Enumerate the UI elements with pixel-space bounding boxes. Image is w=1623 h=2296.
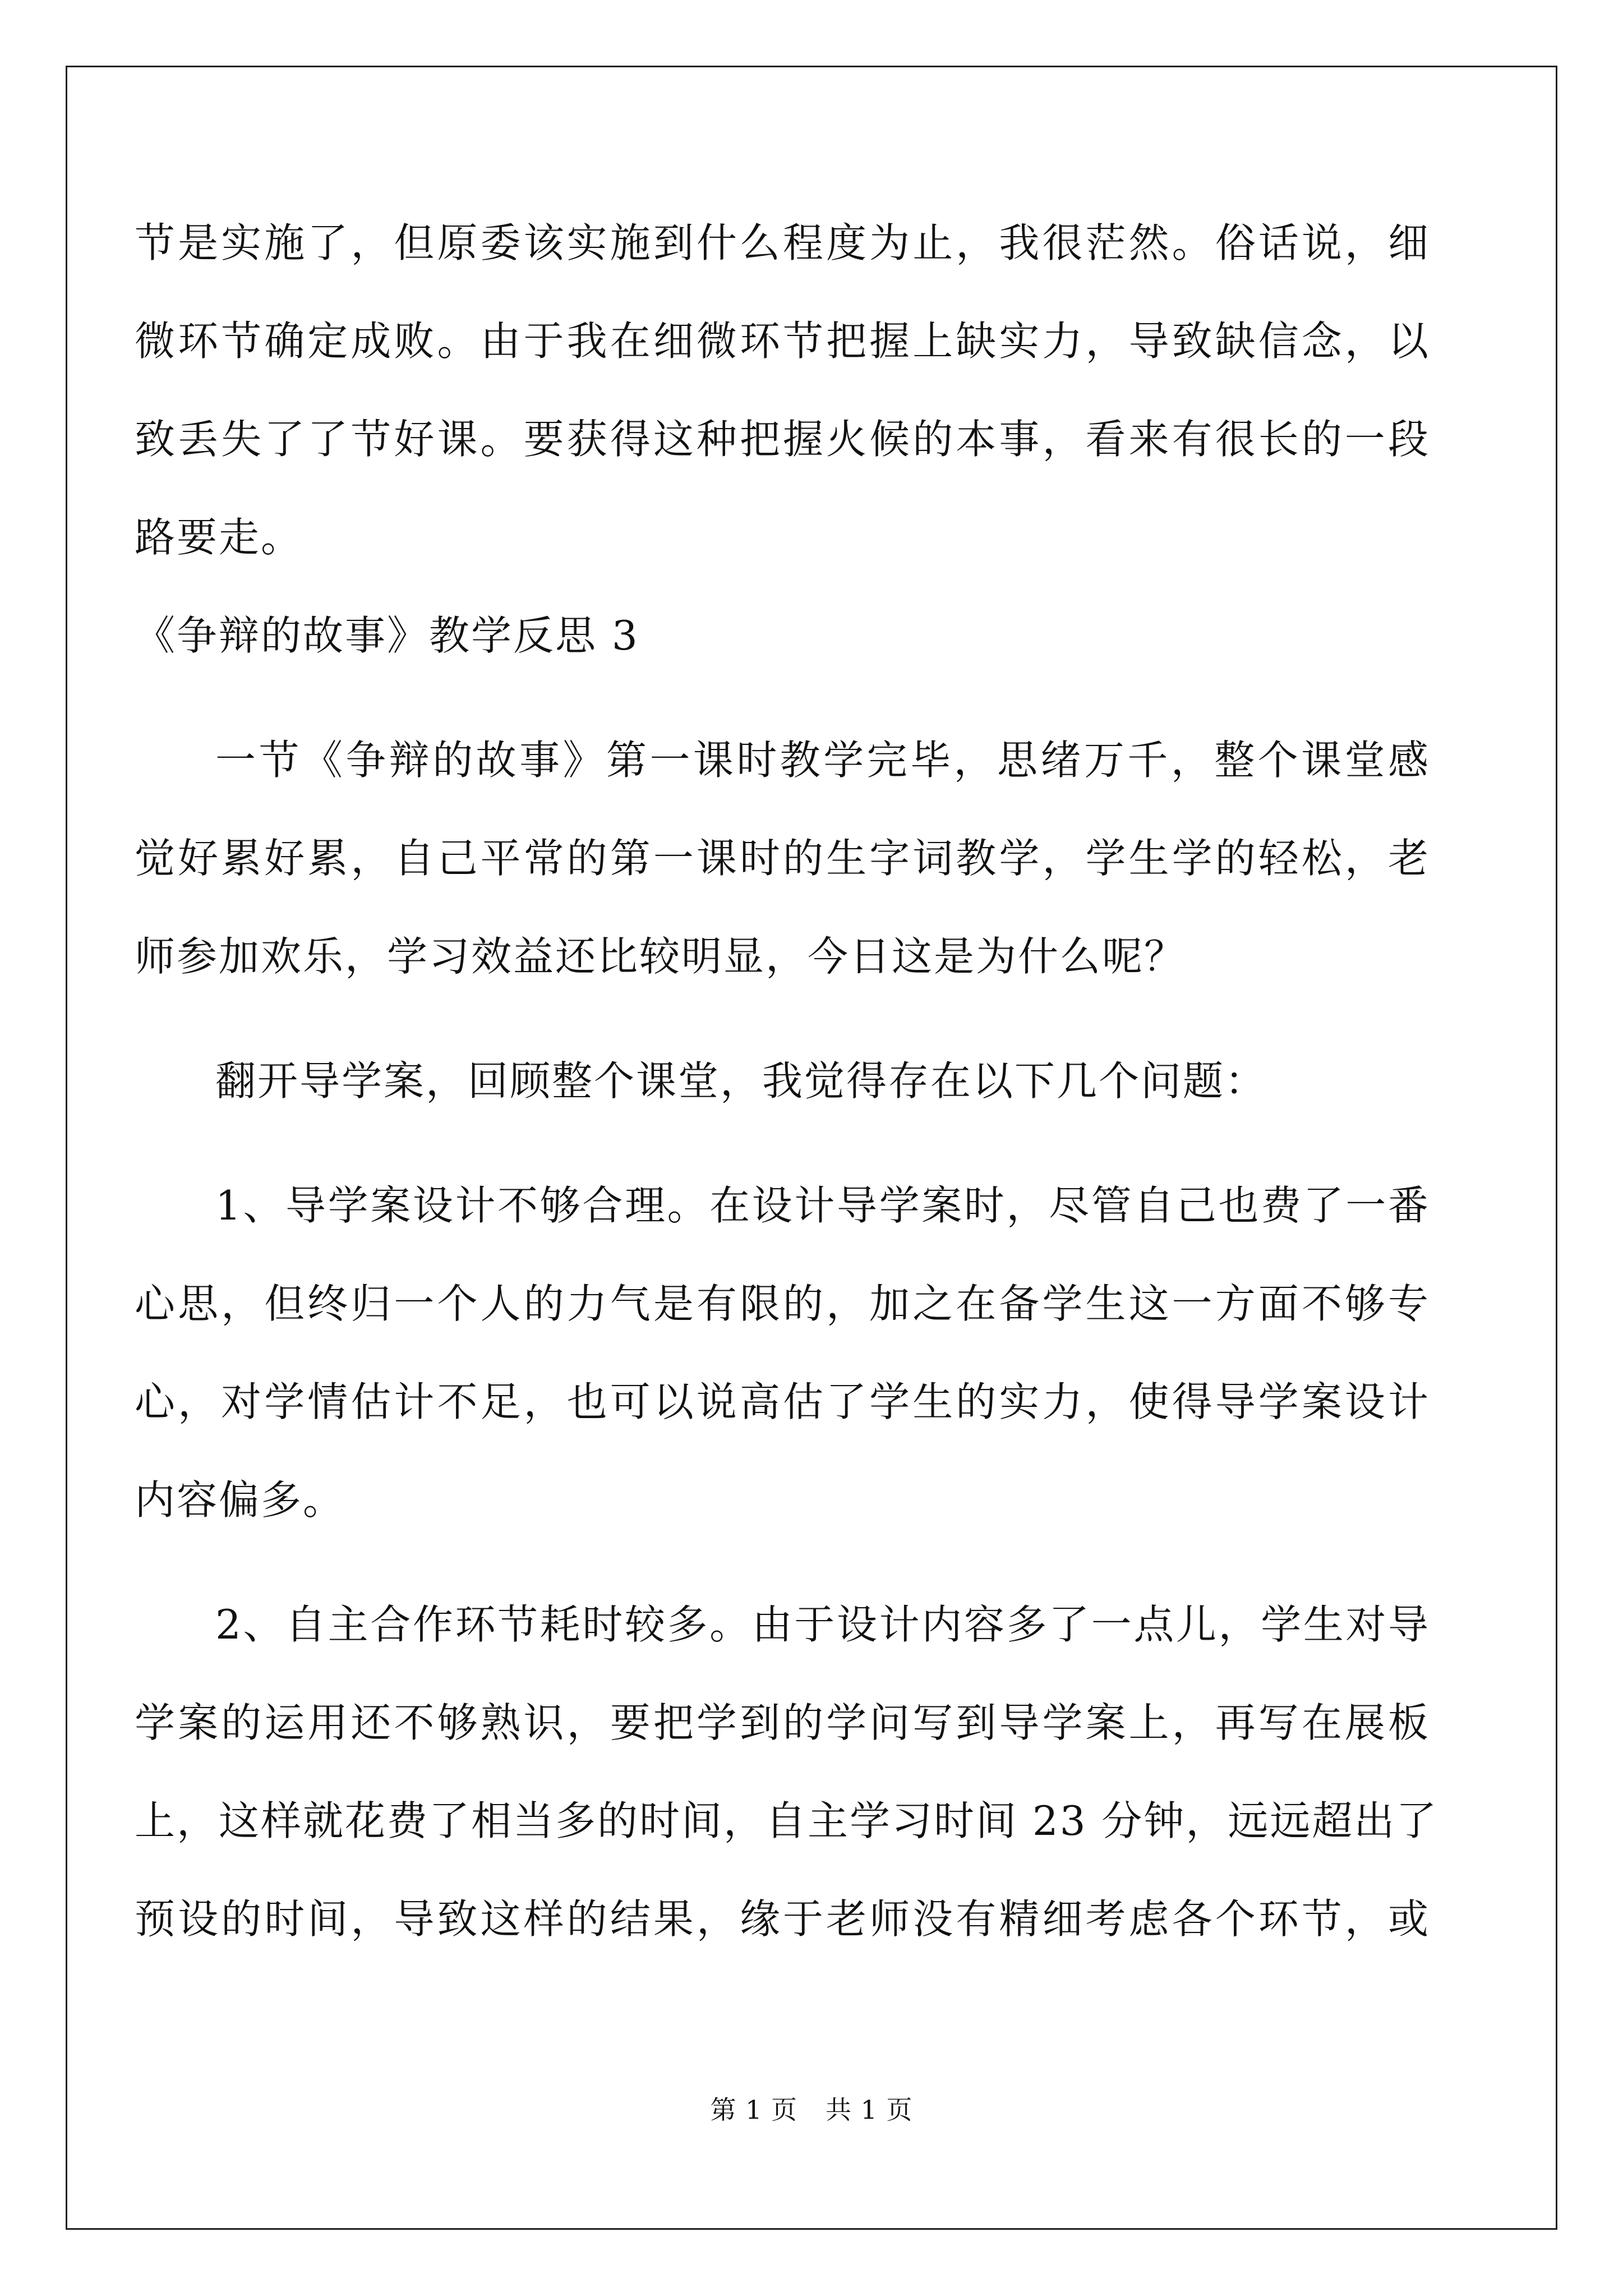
paragraph-line: 1、导学案设计不够合理。在设计导学案时，尽管自己也费了一番 [215, 1182, 1430, 1229]
paragraph-line: 2、自主合作环节耗时较多。由于设计内容多了一点儿，学生对导 [215, 1601, 1430, 1648]
section-heading: 《争辩的故事》教学反思 3 [135, 612, 639, 659]
paragraph-line: 微环节确定成败。由于我在细微环节把握上缺实力，导致缺信念，以 [135, 318, 1430, 365]
paragraph-line: 心，对学情估计不足，也可以说高估了学生的实力，使得导学案设计 [135, 1378, 1430, 1425]
paragraph-line: 学案的运用还不够熟识，要把学到的学问写到导学案上，再写在展板 [135, 1699, 1430, 1746]
page-total: 共 1 页 [826, 2095, 913, 2125]
paragraph-line: 心思，但终归一个人的力气是有限的，加之在备学生这一方面不够专 [135, 1280, 1430, 1327]
paragraph-line: 师参加欢乐，学习效益还比较明显，今日这是为什么呢？ [135, 933, 1187, 980]
paragraph-line: 路要走。 [135, 514, 303, 561]
paragraph-line: 翻开导学案，回顾整个课堂，我觉得存在以下几个问题： [215, 1057, 1267, 1105]
page-number: 第 1 页 [710, 2095, 797, 2125]
paragraph-line: 一节《争辩的故事》第一课时教学完毕，思绪万千，整个课堂感 [215, 737, 1430, 784]
paragraph-line: 致丢失了了节好课。要获得这种把握火候的本事，看来有很长的一段 [135, 416, 1430, 463]
paragraph-line: 觉好累好累，自己平常的第一课时的生字词教学，学生学的轻松，老 [135, 835, 1430, 882]
paragraph-line: 预设的时间，导致这样的结果，缘于老师没有精细考虑各个环节，或 [135, 1895, 1430, 1943]
paragraph-line: 节是实施了，但原委该实施到什么程度为止，我很茫然。俗话说，细 [135, 219, 1430, 266]
paragraph-line: 上，这样就花费了相当多的时间，自主学习时间 23 分钟，远远超出了 [135, 1797, 1438, 1844]
page-footer [0, 2097, 1623, 2123]
paragraph-line: 内容偏多。 [135, 1476, 345, 1524]
